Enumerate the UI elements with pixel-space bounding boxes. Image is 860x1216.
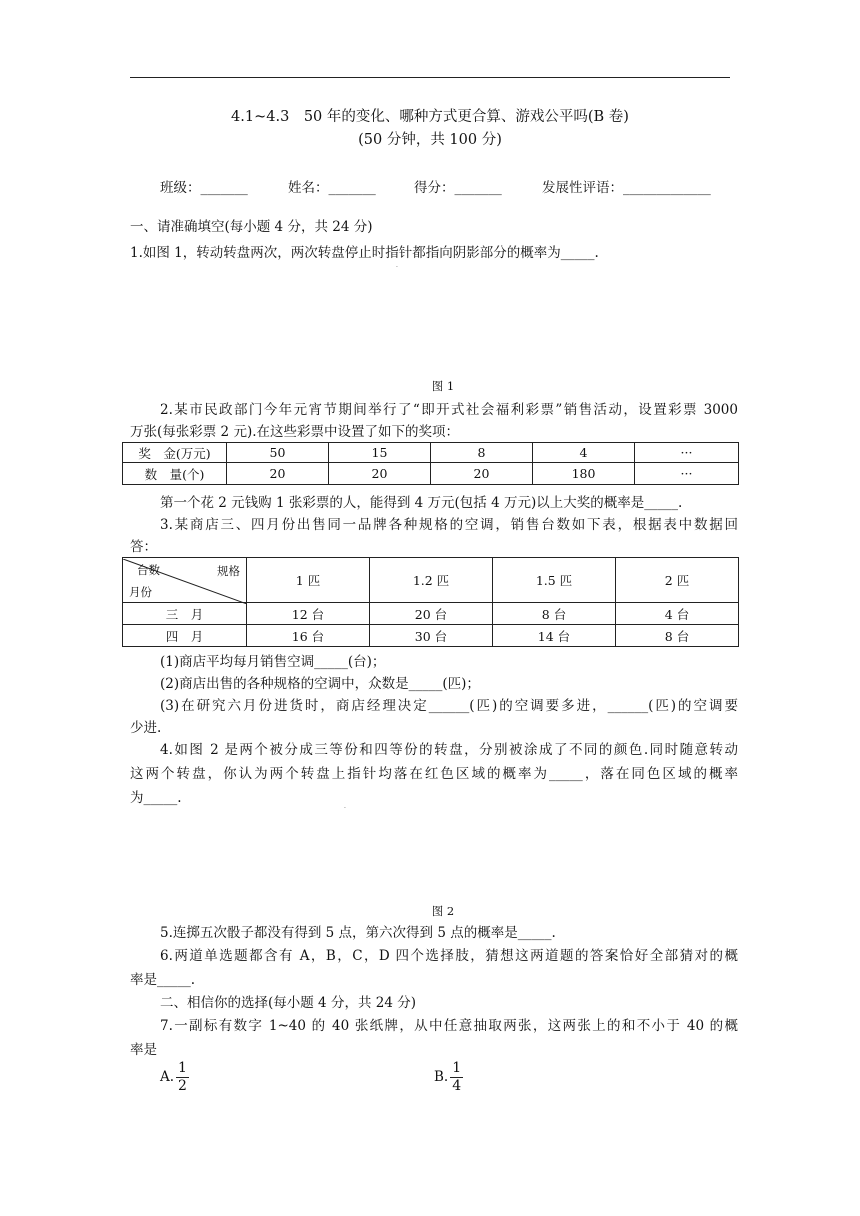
table-cell: 12 台 xyxy=(247,603,370,625)
table-header: 1.5 匹 xyxy=(493,558,616,603)
table-header-row xyxy=(123,558,739,603)
table-cell: 20 xyxy=(431,463,533,485)
table-cell: 奖 金(万元) xyxy=(123,443,227,463)
table-cell: 180 xyxy=(533,463,635,485)
table-cell: 8 台 xyxy=(493,603,616,625)
question-5: 5.连掷五次骰子都没有得到 5 点，第六次得到 5 点的概率是_____. xyxy=(160,925,556,941)
table-corner-cell xyxy=(123,558,247,603)
question-7-line-1: 7.一副标有数字 1~40 的 40 张纸牌，从中任意抽取两张，这两张上的和不小于 40 的概 xyxy=(160,1018,738,1034)
prize-table xyxy=(122,442,739,485)
table-cell: 14 台 xyxy=(493,625,616,647)
question-4-line-3: 为_____. xyxy=(130,790,182,806)
table-cell: ··· xyxy=(635,443,739,463)
table-cell: 8 xyxy=(431,443,533,463)
table-header: 1 匹 xyxy=(247,558,370,603)
question-6-line-2: 率是_____. xyxy=(130,972,196,988)
fraction-numerator: 1 xyxy=(452,1060,462,1076)
table-header: 2 匹 xyxy=(616,558,739,603)
question-3-sub-3-line-2: 少进. xyxy=(130,720,162,736)
question-6-line-1: 6.两道单选题都含有 A，B，C，D 四个选择肢，猜想这两道题的答案恰好全部猜对的概 xyxy=(160,948,738,964)
figure-1-caption: 图 1 xyxy=(431,379,455,393)
question-3-line-1: 3.某商店三、四月份出售同一品牌各种规格的空调，销售台数如下表，根据表中数据回 xyxy=(160,517,738,533)
table-cell: 20 xyxy=(227,463,329,485)
table-cell: 三 月 xyxy=(123,603,247,625)
question-2-line-1: 2.某市民政部门今年元宵节期间举行了“即开式社会福利彩票”销售活动，设置彩票 3000 xyxy=(160,402,738,418)
table-cell: 四 月 xyxy=(123,625,247,647)
corner-label-count: 台数 xyxy=(137,562,160,577)
class-field[interactable]: 班级：_______ xyxy=(160,180,248,196)
option-b-label: B. xyxy=(434,1069,449,1085)
table-cell: 8 台 xyxy=(616,625,739,647)
table-cell: 4 xyxy=(533,443,635,463)
table-cell: 15 xyxy=(329,443,431,463)
figure-1-placeholder: . xyxy=(396,262,398,269)
table-cell: 数 量(个) xyxy=(123,463,227,485)
page-title: 4.1~4.3 50 年的变化、哪种方式更合算、游戏公平吗(B 卷) xyxy=(231,109,629,125)
fraction-numerator: 1 xyxy=(178,1060,187,1076)
score-field[interactable]: 得分：_______ xyxy=(414,180,502,196)
option-b-fraction xyxy=(450,1060,463,1095)
table-cell: ··· xyxy=(635,463,739,485)
question-7-line-2: 率是 xyxy=(130,1042,157,1058)
question-4-line-2: 这两个转盘，你认为两个转盘上指针均落在红色区域的概率为_____，落在同色区域的概率 xyxy=(130,766,738,782)
fraction-denominator: 4 xyxy=(452,1078,462,1094)
question-2-line-2: 万张(每张彩票 2 元).在这些彩票中设置了如下的奖项： xyxy=(130,424,459,440)
table-row xyxy=(123,463,739,485)
corner-label-month: 月份 xyxy=(129,584,152,599)
comment-field[interactable]: 发展性评语：_____________ xyxy=(542,180,711,196)
table-header: 1.2 匹 xyxy=(370,558,493,603)
question-3-sub-3-line-1: (3)在研究六月份进货时，商店经理决定______(匹)的空调要多进，______(匹)的空调要 xyxy=(160,698,738,714)
table-cell: 30 台 xyxy=(370,625,493,647)
page-subtitle: (50 分钟，共 100 分) xyxy=(358,132,502,148)
name-field[interactable]: 姓名：_______ xyxy=(288,180,376,196)
aircon-sales-table xyxy=(122,557,739,647)
corner-label-spec: 规格 xyxy=(217,563,240,578)
figure-2-caption: 图 2 xyxy=(431,904,455,918)
table-row xyxy=(123,625,739,647)
section-heading: 一、请准确填空(每小题 4 分，共 24 分) xyxy=(130,219,373,235)
table-cell: 4 台 xyxy=(616,603,739,625)
question-3-line-2: 答： xyxy=(130,539,157,555)
table-cell: 20 台 xyxy=(370,603,493,625)
option-a[interactable] xyxy=(160,1060,189,1095)
option-b[interactable] xyxy=(434,1060,463,1095)
table-row xyxy=(123,603,739,625)
question-2-after: 第一个花 2 元钱购 1 张彩票的人，能得到 4 万元(包括 4 万元)以上大奖的概率是_____. xyxy=(160,495,683,511)
table-cell: 50 xyxy=(227,443,329,463)
table-row xyxy=(123,443,739,463)
question-1: 1.如图 1，转动转盘两次，两次转盘停止时指针都指向阴影部分的概率为_____. xyxy=(130,245,599,261)
table-cell: 20 xyxy=(329,463,431,485)
option-a-label: A. xyxy=(160,1069,175,1085)
table-cell: 16 台 xyxy=(247,625,370,647)
student-info-row xyxy=(0,176,860,196)
figure-2-placeholder: . xyxy=(344,803,346,810)
question-4-line-1: 4.如图 2 是两个被分成三等份和四等份的转盘，分别被涂成了不同的颜色.同时随意转动 xyxy=(160,742,738,758)
question-3-sub-2: (2)商店出售的各种规格的空调中，众数是_____(匹)； xyxy=(160,676,480,692)
header-rule xyxy=(130,77,730,78)
question-3-sub-1: (1)商店平均每月销售空调_____(台)； xyxy=(160,654,386,670)
section-heading: 二、相信你的选择(每小题 4 分，共 24 分) xyxy=(160,995,416,1011)
fraction-denominator: 2 xyxy=(178,1078,187,1094)
option-a-fraction xyxy=(176,1060,189,1095)
